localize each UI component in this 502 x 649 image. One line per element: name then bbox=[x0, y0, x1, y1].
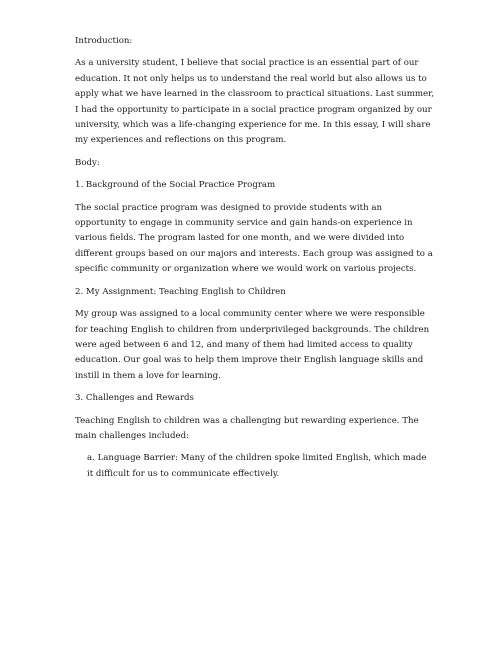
section-2-heading: 2. My Assignment: Teaching English to Children bbox=[75, 286, 286, 297]
intro-heading: Introduction: bbox=[75, 36, 133, 46]
body-heading: Body: bbox=[75, 157, 100, 168]
section-1-heading: 1. Background of the Social Practice Program bbox=[75, 180, 276, 191]
challenge-a-item: a. Language Barrier: Many of the children spoke limited English, which made it difficult for us to communicate effectively. bbox=[87, 453, 427, 479]
section-2-paragraph: My group was assigned to a local community center where we were responsible for teaching English to children from underprivileged backgrounds. The children were aged between 6 and 12, and many of them had limited access to quality education. Our goal was to help them improve their English language skills and instill in them a love for learning. bbox=[75, 309, 430, 381]
section-3-heading: 3. Challenges and Rewards bbox=[75, 393, 194, 404]
section-3-paragraph: Teaching English to children was a challenging but rewarding experience. The main challenges included: bbox=[75, 415, 419, 441]
intro-paragraph: As a university student, I believe that social practice is an essential part of our education. It not only helps us to understand the real world but also allows us to apply what we have learned in the classroom to practical situations. Last summer, I had the opportunity to participate in a social practice program organized by our university, which was a life-changing experience for me. In this essay, I will share my experiences and reflections on this program. bbox=[75, 58, 434, 146]
document-page bbox=[75, 34, 435, 489]
section-1-paragraph: The social practice program was designed to provide students with an opportunity to engage in community service and gain hands-on experience in various fields. The program lasted for one month, and we were divided into different groups based on our majors and interests. Each group was assigned to a specific community or organization where we would work on various projects. bbox=[75, 202, 433, 275]
